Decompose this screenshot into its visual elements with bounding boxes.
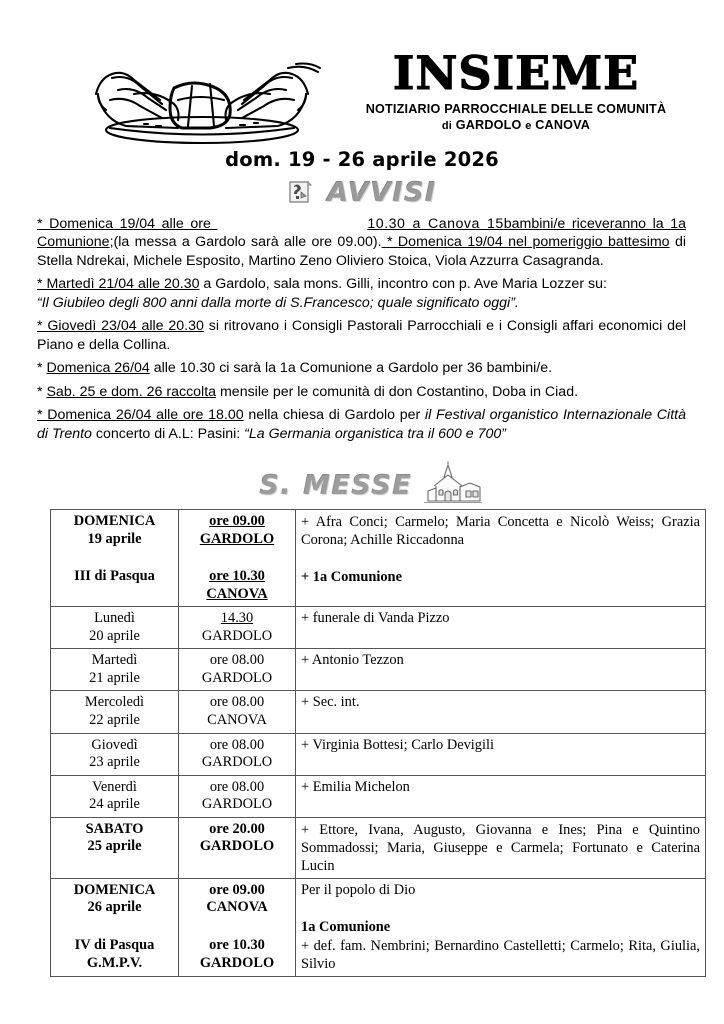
- spacer: [184, 917, 290, 937]
- day-line: 19 aprile: [87, 530, 142, 547]
- notice-2-seg-2: “Il Giubileo degli 800 anni dalla morte di S.Francesco; quale significato oggi”.: [37, 294, 519, 311]
- day-line: DOMENICA: [73, 881, 156, 898]
- cell-intentions: [296, 733, 706, 775]
- avvisi-heading: [0, 175, 724, 209]
- notice-2-seg-0: * Martedì 21/04 alle 20.30: [37, 276, 200, 293]
- place-line: CANOVA: [207, 712, 267, 729]
- day-line: IV di Pasqua: [74, 936, 155, 953]
- day-line: 23 aprile: [89, 754, 140, 771]
- notice-2-seg-1: a Gardolo, sala mons. Gilli, incontro con p. Ave Maria Lozzer su:: [199, 276, 607, 293]
- notice-item: [37, 317, 686, 354]
- spacer: [56, 548, 173, 568]
- table-row: [51, 649, 706, 691]
- place-line: CANOVA: [206, 585, 268, 602]
- cell-intentions: [296, 775, 706, 817]
- masthead-text: [318, 46, 714, 133]
- mass-schedule-table: [50, 509, 706, 977]
- subtitle-gardolo: GARDOLO: [455, 117, 522, 132]
- day-line: 20 aprile: [89, 627, 140, 644]
- cell-day: [51, 509, 179, 606]
- place-line: GARDOLO: [199, 954, 275, 971]
- notice-1-seg-5: di Stella Ndrekai, Michele Esposito, Martino Zeno Oliviero Stoica, Viola Azzurra Casagranda.: [37, 234, 687, 269]
- notice-1-seg-1: 10.30 a Canova 15: [367, 216, 504, 232]
- place-line: GARDOLO: [199, 838, 275, 855]
- cell-day: [51, 607, 179, 649]
- table-row: [51, 733, 706, 775]
- time-line: ore 10.30: [209, 936, 265, 953]
- cell-time: [179, 607, 296, 649]
- issue-date: dom. 19 - 26 aprile 2026: [225, 148, 499, 171]
- announcement-icon: [287, 179, 313, 205]
- cell-day: [51, 817, 179, 878]
- intentions-text: + Virginia Bottesi; Carlo Devigili: [301, 736, 494, 753]
- time-line: ore 08.00: [209, 736, 265, 753]
- cell-time: [179, 878, 296, 976]
- masthead-subtitle-line-2: [318, 118, 714, 134]
- cell-day: [51, 691, 179, 733]
- place-line: GARDOLO: [201, 627, 273, 644]
- spacer: [56, 917, 173, 937]
- messe-label: S. MESSE: [259, 469, 413, 501]
- notice-6-seg-1: nella chiesa di Gardolo per: [243, 407, 425, 424]
- day-line: III di Pasqua: [74, 568, 155, 585]
- intentions-text: + Emilia Michelon: [301, 778, 410, 795]
- place-line: GARDOLO: [201, 669, 273, 686]
- day-line: Mercoledì: [84, 694, 145, 711]
- avvisi-label: AVVISI: [327, 176, 437, 208]
- table-row: [51, 817, 706, 878]
- notices-list: [37, 215, 686, 443]
- notice-4-seg-2: alle 10.30 ci sarà la 1a Comunione a Gardolo per 36 bambini/e.: [149, 360, 553, 377]
- day-line: 24 aprile: [89, 796, 140, 813]
- cell-day: [51, 649, 179, 691]
- time-line: ore 20.00: [209, 820, 265, 837]
- masthead: [0, 0, 724, 142]
- intentions-text: + Antonio Tezzon: [301, 652, 404, 669]
- cell-intentions: [296, 691, 706, 733]
- time-line: ore 08.00: [209, 778, 265, 795]
- day-line: 26 aprile: [87, 899, 142, 916]
- table-row: [51, 607, 706, 649]
- time-line: 14.30: [220, 610, 254, 627]
- cell-intentions: [296, 878, 706, 976]
- spacer: [301, 899, 700, 919]
- cell-intentions: [296, 509, 706, 606]
- day-line: Lunedì: [94, 610, 135, 627]
- notice-item: [37, 275, 686, 312]
- intentions-text: + Sec. int.: [301, 694, 360, 711]
- intentions-text: + Afra Conci; Carmelo; Maria Concetta e Nicolò Weiss; Grazia Corona; Achille Riccadonna: [301, 513, 700, 548]
- notice-6-seg-0: * Domenica 26/04 alle ore 18.00: [37, 407, 244, 424]
- table-row: [51, 509, 706, 606]
- place-line: GARDOLO: [199, 530, 275, 547]
- cell-time: [179, 509, 296, 606]
- spacer: [184, 548, 290, 568]
- church-icon: [422, 461, 484, 505]
- cell-time: [179, 733, 296, 775]
- place-line: CANOVA: [206, 899, 268, 916]
- subtitle-e: e: [525, 119, 532, 132]
- table-row: [51, 775, 706, 817]
- intentions-text: + Ettore, Ivana, Augusto, Giovanna e Ines; Pina e Quintino Sommadossi; Maria, Giuseppe e Carmela; Fortunato e Caterina Lucin: [301, 821, 700, 874]
- day-line: G.M.P.V.: [86, 954, 143, 971]
- notice-6-seg-3: concerto di A.L: Pasini:: [91, 425, 245, 442]
- masthead-subtitle-line-1: NOTIZIARIO PARROCCHIALE DELLE COMUNITÀ: [365, 102, 667, 116]
- notice-item: [37, 383, 686, 401]
- notice-1-seg-3: ;(la messa a Gardolo sarà alle ore 09.00).: [109, 234, 382, 251]
- cell-time: [179, 691, 296, 733]
- day-line: SABATO: [85, 820, 144, 837]
- day-line: 22 aprile: [89, 712, 140, 729]
- time-line: ore 08.00: [209, 694, 265, 711]
- notice-1-seg-4: * Domenica 19/04 nel pomeriggio battesimo: [381, 234, 670, 251]
- place-line: GARDOLO: [201, 754, 273, 771]
- time-line: ore 09.00: [209, 881, 265, 898]
- table-row: [51, 878, 706, 976]
- hands-breaking-bread-icon: [82, 38, 322, 150]
- day-line: 21 aprile: [89, 669, 140, 686]
- cell-day: [51, 775, 179, 817]
- cell-intentions: [296, 817, 706, 878]
- table-row: [51, 691, 706, 733]
- notice-item: [37, 406, 686, 443]
- place-line: GARDOLO: [201, 796, 273, 813]
- notice-6-seg-4: “La Germania organistica tra il 600 e 700”: [244, 425, 506, 442]
- time-line: ore 09.00: [209, 512, 265, 529]
- intentions-heading: 1a Comunione: [301, 919, 391, 936]
- time-line: ore 10.30: [209, 568, 265, 585]
- notice-6-seg-2: il Festival organistico Internazionale Città di Trento: [37, 407, 686, 442]
- notice-1-seg-0: * Domenica 19/04 alle ore: [37, 216, 218, 232]
- messe-heading: [0, 461, 724, 505]
- notice-item: [37, 359, 686, 377]
- cell-day: [51, 878, 179, 976]
- spacer: [301, 549, 700, 569]
- notice-4-seg-0: *: [37, 360, 47, 377]
- intentions-text-2: + 1a Comunione: [301, 568, 402, 585]
- intentions-text: Per il popolo di Dio: [301, 881, 416, 898]
- notice-3-seg-0: * Giovedì 23/04 alle 20.30: [37, 318, 204, 335]
- notice-3-seg-1: si ritrovano i Consigli Pastorali Parrocchiali e i Consigli affari economici del Piano e della Collina.: [37, 318, 686, 353]
- notice-4-seg-1: Domenica 26/04: [46, 360, 150, 377]
- day-line: Venerdì: [92, 778, 137, 795]
- intentions-text: + funerale di Vanda Pizzo: [301, 610, 450, 627]
- notice-1-seg-2: bambini/e riceveranno la 1a Comunione: [37, 216, 686, 251]
- cell-intentions: [296, 607, 706, 649]
- publication-title: INSIEME: [392, 46, 640, 100]
- cell-time: [179, 775, 296, 817]
- cell-intentions: [296, 649, 706, 691]
- day-line: 25 aprile: [87, 838, 142, 855]
- cell-time: [179, 649, 296, 691]
- notice-5-seg-2: mensile per le comunità di don Costantino, Doba in Ciad.: [216, 383, 579, 400]
- notice-5-seg-1: Sab. 25 e dom. 26 raccolta: [46, 383, 217, 400]
- day-line: DOMENICA: [73, 512, 156, 529]
- notice-item: [37, 215, 686, 270]
- intentions-text-2: + def. fam. Nembrini; Bernardino Castelletti; Carmelo; Rita, Giulia, Silvio: [301, 937, 700, 972]
- subtitle-canova: CANOVA: [535, 117, 591, 132]
- time-line: ore 08.00: [209, 652, 265, 669]
- notice-5-seg-0: *: [37, 383, 47, 400]
- cell-day: [51, 733, 179, 775]
- day-line: Giovedì: [91, 736, 138, 753]
- day-line: Martedì: [91, 652, 138, 669]
- cell-time: [179, 817, 296, 878]
- subtitle-di: di: [441, 119, 453, 132]
